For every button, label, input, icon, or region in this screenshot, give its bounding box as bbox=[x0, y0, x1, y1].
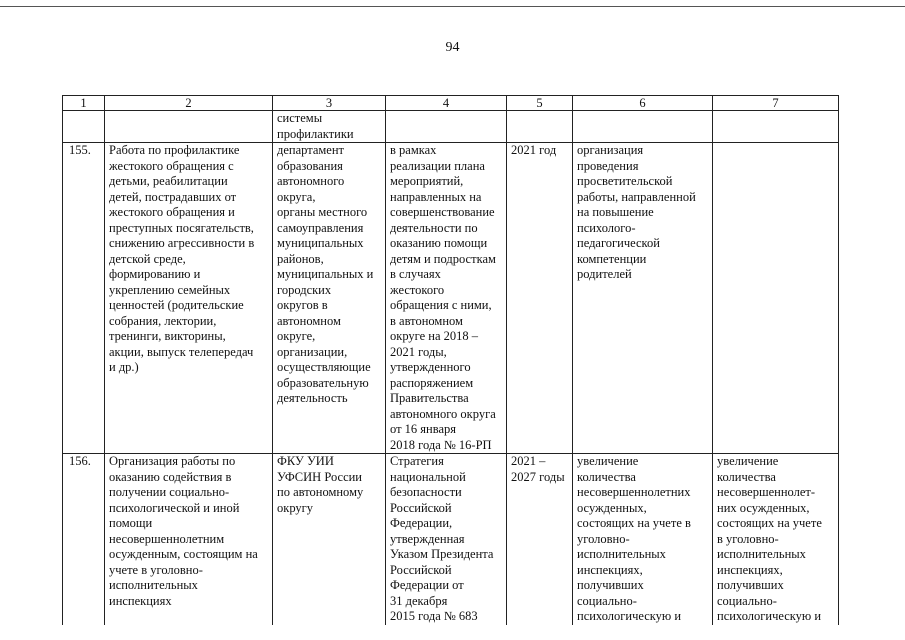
basis-cell: в рамках реализации плана мероприятий, направленных на совершенствование деятельности по оказанию помощи детям и подросткам в случаях жестокого обращения с ними, в автономном округе на 2018 – 2021 годы, утвержденного распоряжением Правительства автономного округа от 16 января 2018 года № 16-РП bbox=[386, 143, 507, 454]
indicator-cell: увеличение количества несовершеннолет- них осужденных, состоящих на учете в уголовно- исполнительных инспекциях, получивших социально- психологическую и bbox=[713, 454, 839, 625]
term-cell: 2021 – 2027 годы bbox=[507, 454, 573, 625]
table-row bbox=[63, 454, 839, 625]
col-header-7: 7 bbox=[713, 96, 839, 111]
row-number: 155. bbox=[63, 143, 105, 454]
term-cell: 2021 год bbox=[507, 143, 573, 454]
col-header-1: 1 bbox=[63, 96, 105, 111]
basis-cell: Стратегия национальной безопасности Российской Федерации, утвержденная Указом Президента Российской Федерации от 31 декабря 2015 года № 683 bbox=[386, 454, 507, 625]
executors-cell: департамент образования автономного округа, органы местного самоуправления муниципальных районов, муниципальных и городских округов в автономном округе, организации, осуществляющие образовательную деятельность bbox=[273, 143, 386, 454]
basis-cell bbox=[386, 111, 507, 143]
col-header-4: 4 bbox=[386, 96, 507, 111]
measure-cell: Организация работы по оказанию содействия в получении социально- психологической и иной помощи несовершеннолетним осужденным, состоящим на учете в уголовно- исполнительных инспекциях bbox=[105, 454, 273, 625]
row-number bbox=[63, 111, 105, 143]
measures-table bbox=[62, 95, 839, 625]
col-header-6: 6 bbox=[573, 96, 713, 111]
table-row bbox=[63, 143, 839, 454]
measure-cell bbox=[105, 111, 273, 143]
indicator-cell bbox=[713, 111, 839, 143]
table-row bbox=[63, 111, 839, 143]
result-cell bbox=[573, 111, 713, 143]
result-cell: организация проведения просветительской работы, направленной на повышение психолого- педагогической компетенции родителей bbox=[573, 143, 713, 454]
executors-cell: ФКУ УИИ УФСИН России по автономному округу bbox=[273, 454, 386, 625]
measure-cell: Работа по профилактике жестокого обращения с детьми, реабилитации детей, пострадавших от жестокого обращения и преступных посягательств, снижению агрессивности в детской среде, формированию и укреплению семейных ценностей (родительские собрания, лектории, тренинги, викторины, акции, выпуск телепередач и др.) bbox=[105, 143, 273, 454]
col-header-3: 3 bbox=[273, 96, 386, 111]
top-border-line bbox=[0, 6, 905, 7]
executors-cell: системы профилактики bbox=[273, 111, 386, 143]
col-header-5: 5 bbox=[507, 96, 573, 111]
row-number: 156. bbox=[63, 454, 105, 625]
header-row bbox=[63, 96, 839, 111]
indicator-cell bbox=[713, 143, 839, 454]
result-cell: увеличение количества несовершеннолетних осужденных, состоящих на учете в уголовно- исполнительных инспекциях, получивших социально- психологическую и bbox=[573, 454, 713, 625]
page-number: 94 bbox=[445, 40, 460, 55]
col-header-2: 2 bbox=[105, 96, 273, 111]
term-cell bbox=[507, 111, 573, 143]
